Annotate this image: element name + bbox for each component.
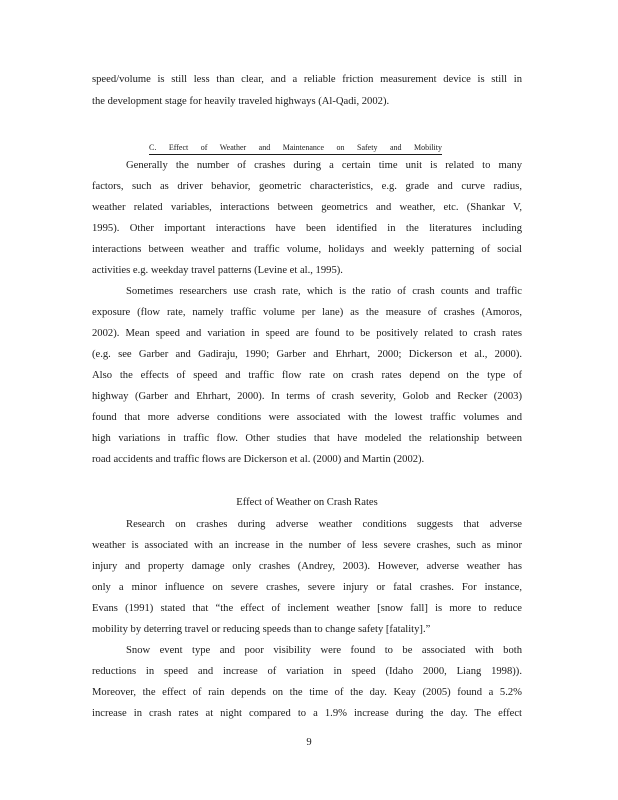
- paragraph-first-line: Snow event type and poor visibility were found to be associated with both: [126, 645, 522, 656]
- body-line: the development stage for heavily traveled highways (Al-Qadi, 2002).: [92, 96, 390, 107]
- section-heading: C. Effect of Weather and Maintenance on Safety and Mobility: [149, 143, 442, 155]
- body-line: only a minor influence on severe crashes, severe injury or fatal crashes. For instance,: [92, 582, 522, 593]
- body-line: activities e.g. weekday travel patterns (Levine et al., 1995).: [92, 265, 343, 276]
- body-line: Evans (1991) stated that “the effect of inclement weather [snow fall] is more to reduce: [92, 603, 522, 614]
- body-line: road accidents and traffic flows are Dickerson et al. (2000) and Martin (2002).: [92, 454, 425, 465]
- page-number: 9: [306, 737, 312, 748]
- body-line: interactions between weather and traffic volume, holidays and weekly patterning of social: [92, 244, 522, 255]
- body-line: highway (Garber and Ehrhart, 2000). In terms of crash severity, Golob and Recker (2003): [92, 391, 522, 402]
- body-line: speed/volume is still less than clear, and a reliable friction measurement device is still in: [92, 74, 522, 85]
- body-line: Moreover, the effect of rain depends on the time of the day. Keay (2005) found a 5.2%: [92, 687, 522, 698]
- paragraph-first-line: Sometimes researchers use crash rate, which is the ratio of crash counts and traffic: [126, 286, 522, 297]
- body-line: (e.g. see Garber and Gadiraju, 1990; Garber and Ehrhart, 2000; Dickerson et al., 2000).: [92, 349, 522, 360]
- body-line: reductions in speed and increase of variation in speed (Idaho 2000, Liang 1998)).: [92, 666, 522, 677]
- body-line: factors, such as driver behavior, geometric characteristics, e.g. grade and curve radius,: [92, 181, 522, 192]
- body-line: increase in crash rates at night compared to a 1.9% increase during the day. The effect: [92, 708, 522, 719]
- body-line: weather is associated with an increase in the number of less severe crashes, such as minor: [92, 540, 522, 551]
- body-line: Also the effects of speed and traffic flow rate on crash rates depend on the type of: [92, 370, 522, 381]
- paragraph-first-line: Generally the number of crashes during a certain time unit is related to many: [126, 160, 522, 171]
- body-line: injury and property damage only crashes (Andrey, 2003). However, adverse weather has: [92, 561, 522, 572]
- body-line: 2002). Mean speed and variation in speed are found to be positively related to crash rates: [92, 328, 522, 339]
- paragraph-first-line: Research on crashes during adverse weather conditions suggests that adverse: [126, 519, 522, 530]
- subsection-heading: Effect of Weather on Crash Rates: [236, 497, 378, 508]
- body-line: exposure (flow rate, namely traffic volume per lane) as the measure of crashes (Amoros,: [92, 307, 522, 318]
- body-line: weather related variables, interactions between geometrics and weather, etc. (Shankar V,: [92, 202, 522, 213]
- body-line: mobility by deterring travel or reducing speeds than to change safety [fatality].”: [92, 624, 431, 635]
- body-line: high variations in traffic flow. Other studies that have modeled the relationship between: [92, 433, 522, 444]
- body-line: 1995). Other important interactions have been identified in the literatures including: [92, 223, 522, 234]
- body-line: found that more adverse conditions were associated with the lowest traffic volumes and: [92, 412, 522, 423]
